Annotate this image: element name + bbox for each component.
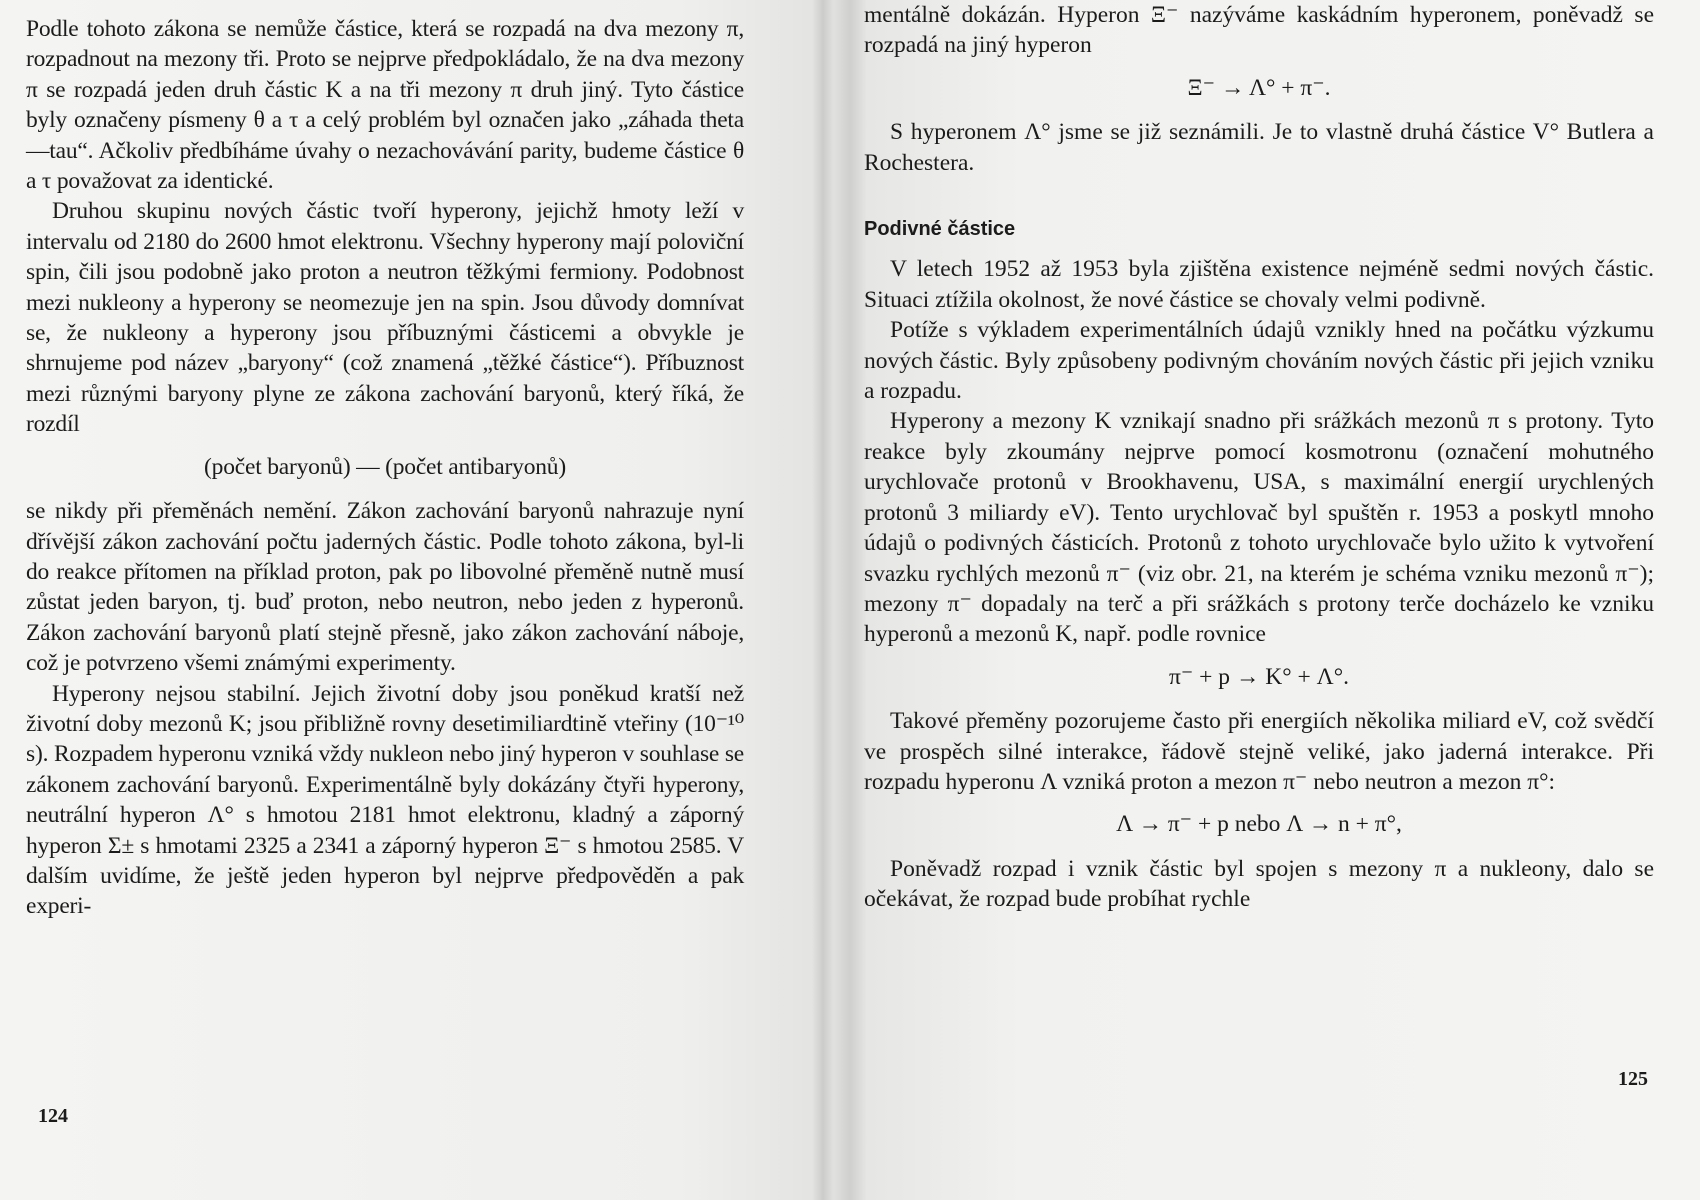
right-page-text	[864, 0, 1654, 915]
paragraph: Takové přeměny pozorujeme často při energiích několika miliard eV, což svědčí ve prospěch silné interakce, řádově stejně veliké, jako jaderná interakce. Při rozpadu hyperonu Λ vzniká proton a mezon π⁻ nebo neutron a mezon π°:	[864, 708, 1654, 795]
formula: π⁻ + p → K° + Λ°.	[1169, 663, 1349, 690]
formula: (počet baryonů) — (počet antibaryonů)	[204, 453, 566, 480]
paragraph: Podle tohoto zákona se nemůže částice, která se rozpadá na dva mezony π, rozpadnout na mezony tři. Proto se nejprve předpokládalo, že na dva mezony π se rozpadá jeden druh částic K a na tři mezony π druh jiný. Tyto částice byly označeny písmeny θ a τ a celý problém byl označen jako „záhada theta—tau“. Ačkoliv předbíháme úvahy o nezachovávání parity, budeme částice θ a τ považovat za identické.	[26, 16, 744, 195]
paragraph: S hyperonem Λ° jsme se již seznámili. Je to vlastně druhá částice V° Butlera a Rochestera.	[864, 119, 1654, 176]
paragraph: Druhou skupinu nových částic tvoří hyperony, jejichž hmoty leží v intervalu od 2180 do 2600 hmot elektronu. Všechny hyperony mají poloviční spin, čili jsou podobně jako proton a neutron těžkými fermiony. Podobnost mezi nukleony a hyperony se neomezuje jen na spin. Jsou důvody domnívat se, že nukleony a hyperony jsou příbuznými částicemi a obvykle je shrnujeme pod název „baryony“ (což znamená „těžké částice“). Příbuznost mezi různými baryony plyne ze zákona zachování baryonů, který říká, že rozdíl	[26, 198, 744, 438]
book-gutter	[812, 0, 834, 1200]
right-page	[836, 0, 1700, 1200]
paragraph: se nikdy při přeměnách nemění. Zákon zachování baryonů nahrazuje nyní dřívější zákon zachování počtu jaderných částic. Podle tohoto zákona, byl-li do reakce přítomen na příklad proton, pak po libovolné přeměně nutně musí zůstat jeden baryon, tj. buď proton, nebo neutron, nebo jeden z hyperonů. Zákon zachování baryonů platí stejně přesně, jako zákon zachování náboje, což je potvrzeno všemi známými experimenty.	[26, 498, 744, 677]
paragraph: Potíže s výkladem experimentálních údajů vznikly hned na počátku výzkumu nových částic. Byly způsobeny podivným chováním nových částic při jejich vzniku a rozpadu.	[864, 317, 1654, 405]
paragraph: Poněvadž rozpad i vznik částic byl spojen s mezony π a nukleony, dalo se očekávat, že rozpad bude probíhat rychle	[864, 855, 1654, 913]
paragraph: mentálně dokázán. Hyperon Ξ⁻ nazýváme kaskádním hyperonem, poněvadž se rozpadá na jiný hyperon	[864, 2, 1654, 59]
page-number: 124	[38, 1105, 68, 1127]
paragraph: V letech 1952 až 1953 byla zjištěna existence nejméně sedmi nových částic. Situaci ztížila okolnost, že nové částice se chovaly velmi podivně.	[864, 256, 1654, 313]
left-page	[0, 0, 810, 1200]
paragraph: Hyperony a mezony K vznikají snadno při srážkách mezonů π s protony. Tyto reakce byly zkoumány nejprve pomocí kosmotronu (označení mohutného urychlovače protonů v Brookhavenu, USA, s maximální energií urychlených protonů 3 miliardy eV). Tento urychlovač byl spuštěn r. 1953 a poskytl mnoho údajů o podivných částicích. Protonů z tohoto urychlovače bylo užito k vytvoření svazku rychlých mezonů π⁻ (viz obr. 21, na kterém je schéma vzniku mezonů π⁻); mezony π⁻ dopadaly na terč a při srážkách s protony terče docházelo ke vzniku hyperonů a mezonů K, např. podle rovnice	[864, 408, 1654, 648]
formula: Ξ⁻ → Λ° + π⁻.	[1187, 74, 1331, 101]
page-number: 125	[1618, 1068, 1648, 1090]
paragraph: Hyperony nejsou stabilní. Jejich životní doby jsou poněkud kratší než životní doby mezonů K; jsou přibližně rovny desetimiliardtině vteřiny (10⁻¹⁰ s). Rozpadem hyperonu vzniká vždy nukleon nebo jiný hyperon v souhlase se zákonem zachování baryonů. Experimentálně byly dokázány čtyři hyperony, neutrální hyperon Λ° s hmotou 2181 hmot elektronu, kladný a záporný hyperon Σ± s hmotami 2325 a 2341 a záporný hyperon Ξ⁻ s hmotou 2585. V dalším uvidíme, že ještě jeden hyperon byl nejprve předpověděn a pak experi-	[26, 680, 744, 920]
section-heading: Podivné částice	[864, 218, 1016, 241]
left-page-text	[26, 14, 744, 922]
formula: Λ → π⁻ + p nebo Λ → n + π°,	[1116, 811, 1402, 838]
